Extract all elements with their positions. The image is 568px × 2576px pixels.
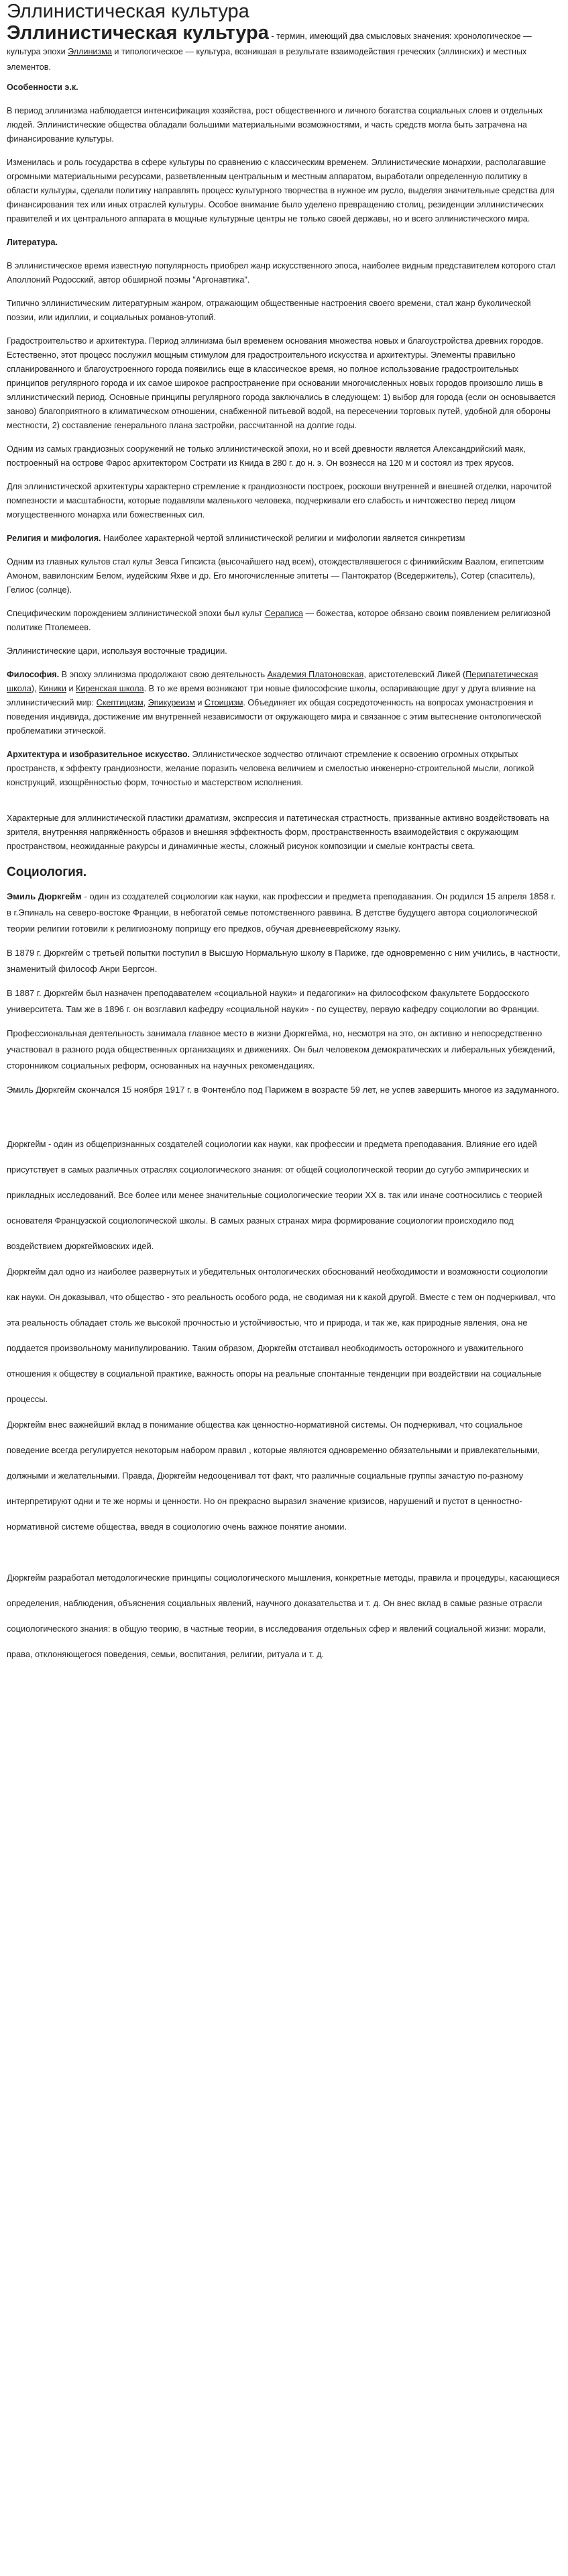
sociology-paragraph-2: В 1879 г. Дюркгейм с третьей попытки поступил в Высшую Нормальную школу в Париже, где одновременно с ним учились, в частности, знаменитый философ Анри Бергсон. [7, 948, 561, 974]
peripatetic-link[interactable]: Перипатетическая школа [7, 670, 538, 693]
skepticism-link[interactable]: Скептицизм [96, 698, 144, 707]
art-heading: Архитектура и изобразительное искусство. [7, 750, 190, 759]
architecture-paragraph-1: Градостроительство и архитектура. Период эллинизма был временем основания множества новых и благоустройства древних городов. Естественно, этот процесс послужил мощным стимулом для градостроительного искусства и архитектуры. Элементы правильно спланированного и благоустроенного города появились еще в классическое время, но полное использование градостроительных принципов регулярного города и их самое широкое распространение при основании многочисленных новых городов произошло лишь в эллинистический период. Основные принципы регулярного города заключались в следующем: 1) выбор для города (если он основывается заново) благоприятного в климатическом отношении, снабженной питьевой водой, на пересечении торговых путей, удобной для обороны местности, 2) составление генерального плана застройки, рассчитанной на долгие годы. [7, 336, 556, 430]
philosophy-text: . В то же время возникают три новые философские школы, оспаривающие друг у друга влияние на эллинистический мир: [7, 684, 536, 707]
spacer [7, 1540, 561, 1565]
religion-paragraph-1 [7, 532, 561, 546]
durkheim-paragraph-4: Дюркгейм разработал методологические принципы социологического мышления, конкретные методы, правила и процедуры, касающиеся определения, наблюдения, объяснения социальных явлений, научного доказательства и т. д. Он внес вклад в самые разные отрасли социологического знания: в общую теорию, в частные теории, в исследования отдельных сфер и явлений социальной жизни: морали, права, отклоняющегося поведения, семьи, воспитания, религии, ритуала и т. д. [7, 1573, 560, 1659]
features-paragraph-1: В период эллинизма наблюдается интенсификация хозяйства, рост общественного и личного богатства социальных слоев и отдельных людей. Эллинистические общества обладали большими материальными возможностями, и часть средств могла быть затрачена на финансирование культуры. [7, 106, 543, 144]
hellenism-link[interactable]: Эллинизма [68, 47, 112, 56]
cyrenaic-link[interactable]: Киренская школа [76, 684, 144, 693]
stoicism-link[interactable]: Стоицизм [204, 698, 243, 707]
philosophy-text: , [143, 698, 148, 707]
serapis-text: Специфическим порождением эллинистической эпохи был культ [7, 609, 265, 618]
page-title: Эллинистическая культура [7, 1, 249, 22]
philosophy-text: . Объединяет их общая сосредоточенность на вопросах умонастроения и поведения индивида, достижение им внутренней независимости от окружающего мира и связанное с этим вытеснение онтологической проблематики этической. [7, 698, 542, 736]
durkheim-paragraph-1: Дюркгейм - один из общепризнанных создателей социологии как науки, как профессии и предмета преподавания. Влияние его идей присутствует в самых различных отраслях социологического знания: от общей социологической теории до сугубо эмпирических и прикладных исследований. Все более или менее значительные социологические теории XX в. так или иначе соотносились с теорией основателя Французской социологической школы. В самых разных странах мира формирование социологии происходило под воздействием дюркгеймовских идей. [7, 1139, 543, 1251]
sociology-heading: Социология. [7, 865, 87, 879]
literature-paragraph-1: В эллинистическое время известную популярность приобрел жанр искусственного эпоса, наиболее видным представителем которого стал Аполлоний Родосский, автор обширной поэмы "Аргонавтика". [7, 261, 556, 285]
literature-paragraph-2: Типично эллинистическим литературным жанром, отражающим общественные настроения своего времени, стал жанр буколической поэзии, или идиллии, и социальных романов-утопий. [7, 299, 531, 322]
architecture-paragraph-3: Для эллинистической архитектуры характерно стремление к грандиозности построек, роскоши внутренней и внешней отделки, нарочитой помпезности и масштабности, которые подавляли маленького человека, подчеркивали его слабость и ничтожество перед лицом могущественного монарха или божественных сил. [7, 482, 552, 519]
spacer [7, 1106, 561, 1132]
religion-paragraph-3 [7, 607, 561, 635]
philosophy-text: ), [31, 684, 40, 693]
features-heading: Особенности э.к. [7, 83, 78, 92]
intro-text-end: и типологическое — культура, возникшая в результате взаимодействия греческих (эллинских) и местных элементов. [7, 47, 527, 72]
features-paragraph-2: Изменилась и роль государства в сфере культуры по сравнению с классическим временем. Эллинистические монархии, располагавшие огромными материальными ресурсами, разветвленным центральным и местным аппаратом, выработали определенную политику в области культуры, сделали политику направлять процесс культурного творчества в нужное им русло, выделяя значительные средства для финансирования тех или иных отраслей культуры. Особое внимание было уделено превращению столиц, резиденции эллинистических правителей и их центрального аппарата в мощные культурные центры не только своей державы, но и всего эллинистического мира. [7, 158, 555, 224]
durkheim-name: Эмиль Дюркгейм [7, 891, 82, 901]
art-text: Эллинистическое зодчество отличают стремление к освоению огромных открытых пространств, к эффекту грандиозности, желание поразить человека величием и смелостью инженерно-строительной мысли, логикой конструкций, изощрённостью форм, точностью и мастерством исполнения. [7, 750, 534, 787]
section-features [7, 81, 561, 854]
art-paragraph-2: Характерные для эллинистической пластики драматизм, экспрессия и патетическая страстность, призванные активно воздействовать на зрителя, внутренняя напряжённость образов и внешняя эффектность форм, пространственность взаимодействия с окружающим пространством, неожиданные ракурсы и динамичные жесты, сложный рисунок композиции и смелые контрасты света. [7, 813, 549, 851]
section-durkheim [7, 1106, 561, 1667]
durkheim-paragraph-3: Дюркгейм внес важнейший вклад в понимание общества как ценностно-нормативной системы. Он подчеркивал, что социальное поведение всегда регулируется некоторым набором правил , которые являются одновременно обязательными и привлекательными, должными и желательными. Правда, Дюркгейм недооценивал тот факт, что различные социальные группы зачастую по-разному интерпретируют одни и те же нормы и ценности. Но он прекрасно выразил значение кризисов, нарушений и пустот в ценностно-нормативной системе общества, введя в социологию очень важное понятие аномии. [7, 1420, 540, 1532]
durkheim-paragraph-2: Дюркгейм дал одно из наиболее развернутых и убедительных онтологических обоснований необходимости и возможности социологии как науки. Он доказывал, что общество - это реальность особого рода, не сводимая ни к какой другой. Вместе с тем он подчеркивал, что эта реальность обладает столь же высокой прочностью и устойчивостью, что и природа, и так же, как природные явления, она не поддается произвольному манипулированию. Таким образом, Дюркгейм отстаивал необходимость осторожного и уважительного отношения к обществу в социальной практике, важность опоры на реальные спонтанные тенденции при воздействии на социальные процессы. [7, 1267, 556, 1404]
philosophy-text: В эпоху эллинизма продолжают свою деятельность [59, 670, 268, 679]
sociology-paragraph-5: Эмиль Дюркгейм скончался 15 ноября 1917 г. в Фонтенбло под Парижем в возрасте 59 лет, не успев завершить многое из задуманного. [7, 1085, 559, 1095]
architecture-paragraph-2: Одним из самых грандиозных сооружений не только эллинистической эпохи, но и всей древности является Александрийский маяк, построенный на острове Фарос архитектором Сострати из Книда в 280 г. до н. э. Он вознесся на 120 м и состоял из трех ярусов. [7, 444, 526, 468]
religion-paragraph-4: Эллинистические цари, используя восточные традиции. [7, 646, 227, 656]
cynics-link[interactable]: Киники [39, 684, 66, 693]
intro-text: - термин, имеющий два смысловых значения: хронологическое — культура эпохи [7, 32, 532, 56]
section-sociology [7, 863, 561, 1098]
sociology-paragraph-1 [7, 889, 561, 937]
religion-text: Наиболее характерной чертой эллинистической религии и мифологии является синкретизм [101, 534, 465, 543]
philosophy-text: , аристотелевский Ликей ( [363, 670, 466, 679]
sociology-paragraph-3: В 1887 г. Дюркгейм был назначен преподавателем «социальной науки» и педагогики» на философском факультете Бордосского университета. Там же в 1896 г. он возглавил кафедру «социальной науки» - по существу, первую кафедру социологии во Франции. [7, 988, 539, 1014]
intro-term: Эллинистическая культура [7, 22, 269, 44]
religion-paragraph-2: Одним из главных культов стал культ Зевса Гипсиста (высочайшего над всем), отождествлявшегося с финикийским Ваалом, египетским Амоном, вавилонским Белом, иудейским Яхве и др. Его многочисленные эпитеты — Пантократор (Вседержитель), Сотер (спаситель), Гелиос (солнце). [7, 557, 545, 595]
art-paragraph-1 [7, 748, 561, 790]
epicureanism-link[interactable]: Эпикуреизм [148, 698, 195, 707]
religion-heading: Религия и мифология. [7, 534, 101, 543]
serapis-text-end: — божества, которое обязано своим появлением религиозной политике Птолемеев. [7, 609, 551, 632]
spacer [7, 799, 561, 811]
philosophy-heading: Философия. [7, 670, 60, 679]
philosophy-text: и [194, 698, 205, 707]
sociology-text: - один из создателей социологии как науки, как профессии и предмета преподавания. Он родился 15 апреля 1858 г. в г.Эпиналь на северо-востоке Франции, в небогатой семье потомственного раввина. В детстве будущего автора социологической теории религии готовили к религиозному поприщу его предков, обучая древнееврейскому языку. [7, 891, 556, 934]
sociology-paragraph-4: Профессиональная деятельность занимала главное место в жизни Дюркгейма, но, несмотря на это, он активно и непосредственно участвовал в разного рода общественных организациях и движениях. Он был человеком демократических и либеральных убеждений, сторонником социальных реформ, основанных на научных рекомендациях. [7, 1028, 555, 1071]
philosophy-paragraph [7, 668, 561, 738]
intro-paragraph [7, 22, 561, 75]
literature-heading: Литература. [7, 238, 58, 247]
philosophy-text: и [66, 684, 76, 693]
serapis-link[interactable]: Сераписа [264, 609, 303, 618]
academy-link[interactable]: Академия Платоновская [267, 670, 364, 679]
